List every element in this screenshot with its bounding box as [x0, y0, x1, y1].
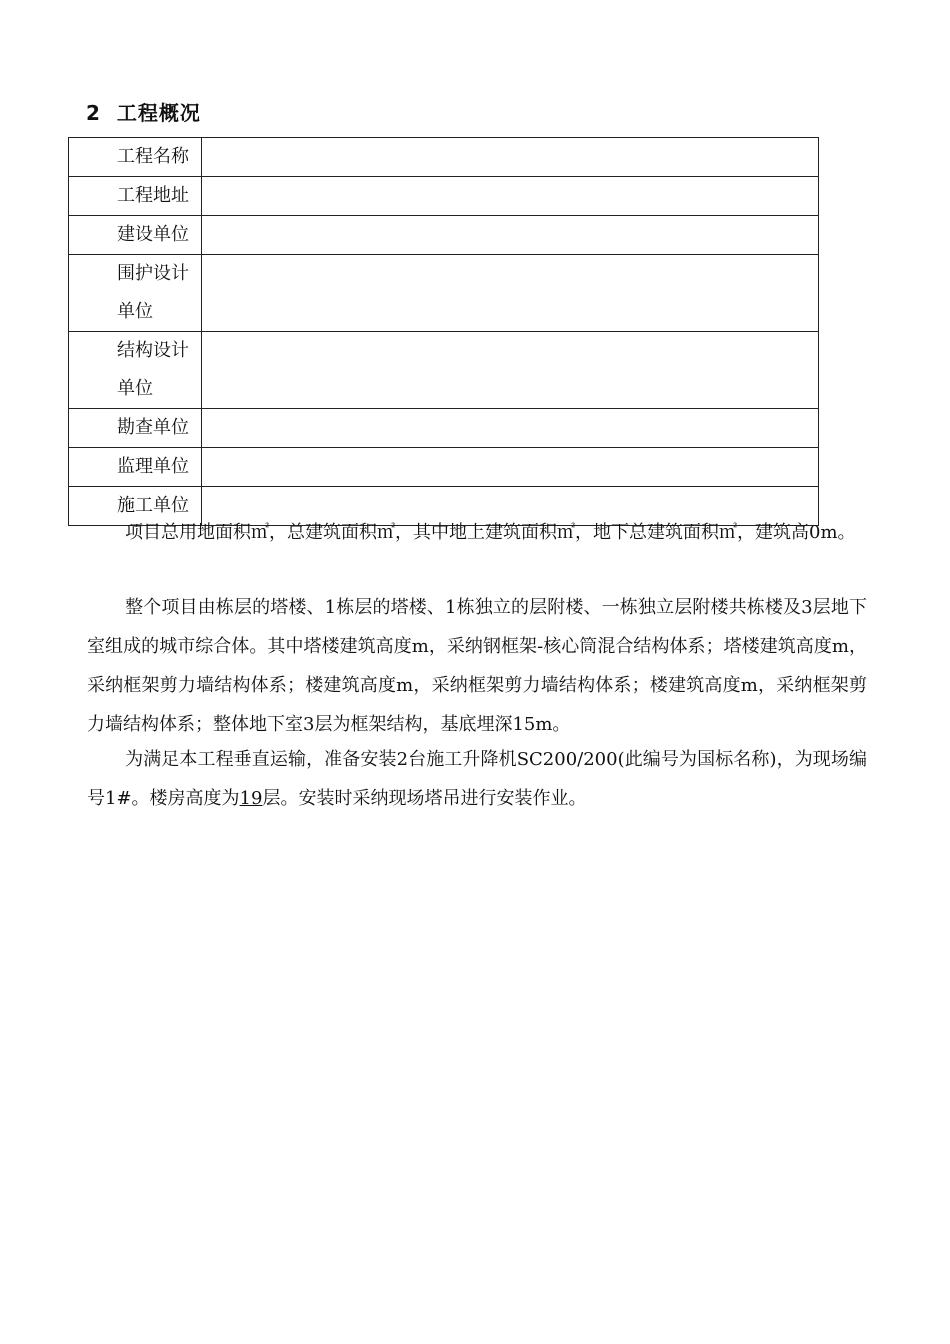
row-value [201, 448, 818, 487]
table-row [69, 138, 819, 177]
table-row [69, 255, 819, 332]
section-title: 工程概况 [116, 101, 201, 125]
row-label [69, 448, 202, 487]
row-label [69, 409, 202, 448]
row-value [201, 409, 818, 448]
paragraph-area-text: 项目总用地面积㎡，总建筑面积㎡，其中地上建筑面积㎡，地下总建筑面积㎡，建筑高0m。 [125, 522, 856, 543]
label-text: 监理单位 [117, 456, 189, 477]
label-text: 勘查单位 [117, 417, 189, 438]
floor-count: 19 [239, 788, 263, 809]
row-value [201, 216, 818, 255]
table-row [69, 332, 819, 409]
label-text: 围护设计 [117, 263, 189, 284]
paragraph-composition [87, 588, 867, 744]
project-info-table [68, 137, 819, 526]
table-row [69, 448, 819, 487]
row-label [69, 332, 202, 409]
label-text: 施工单位 [117, 495, 189, 516]
paragraph-hoist-text: 为满足本工程垂直运输，准备安装2台施工升降机SC200/200(此编号为国标名称)，为现场编号1#。楼房高度为 [87, 749, 867, 809]
paragraph-composition-text: 整个项目由栋层的塔楼、1栋层的塔楼、1栋独立的层附楼、一栋独立层附楼共栋楼及3层地下室组成的城市综合体。其中塔楼建筑高度m，采纳钢框架-核心筒混合结构体系；塔楼建筑高度m，采纳框架剪力墙结构体系；楼建筑高度m，采纳框架剪力墙结构体系；楼建筑高度m，采纳框架剪力墙结构体系；整体地下室3层为框架结构，基底埋深15m。 [87, 597, 867, 735]
row-value [201, 177, 818, 216]
label-text: 工程地址 [117, 185, 189, 206]
label-text: 结构设计 [117, 340, 189, 361]
paragraph-hoist-text-end: 层。安装时采纳现场塔吊进行安装作业。 [262, 788, 587, 809]
table-row [69, 216, 819, 255]
row-label [69, 138, 202, 177]
paragraph-hoist [87, 740, 867, 818]
paragraph-area [87, 513, 867, 552]
row-label [69, 216, 202, 255]
row-label [69, 255, 202, 332]
table-row [69, 177, 819, 216]
section-heading [86, 98, 201, 128]
row-value [201, 255, 818, 332]
section-number: 2 [86, 101, 101, 125]
row-value [201, 138, 818, 177]
row-label [69, 177, 202, 216]
table-row [69, 409, 819, 448]
label-text: 单位 [117, 378, 153, 399]
label-text: 单位 [117, 301, 153, 322]
label-text: 建设单位 [117, 224, 189, 245]
label-text: 工程名称 [117, 146, 189, 167]
row-value [201, 332, 818, 409]
